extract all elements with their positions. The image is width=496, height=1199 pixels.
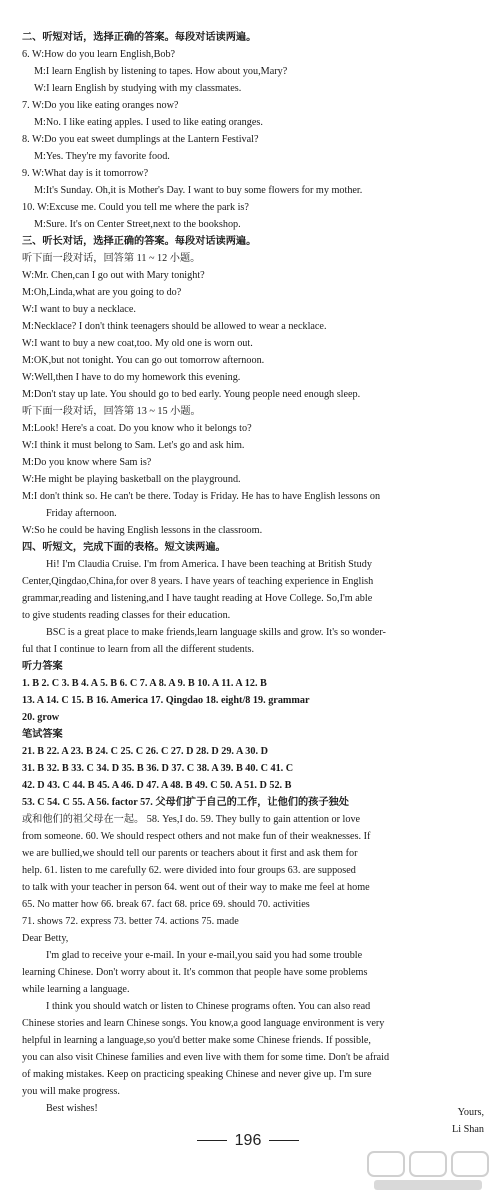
answer-line: 53. C 54. C 55. A 56. factor 57. 父母们扩于自己的工作，让他们的孩子独处 xyxy=(22,797,349,808)
letter-salutation: Dear Betty, xyxy=(22,933,69,944)
answer-line: 71. shows 72. express 73. better 74. actions 75. made xyxy=(22,916,239,927)
page-number-text: 196 xyxy=(234,1132,262,1149)
answer-line: 1. B 2. C 3. B 4. A 5. B 6. C 7. A 8. A 9. B 10. A 11. A 12. B xyxy=(22,678,267,689)
letter-line: you will make progress. xyxy=(22,1086,120,1097)
letter-line: learning Chinese. Don't worry about it. It's common that people have some problems xyxy=(22,967,368,978)
answer-line: 20. grow xyxy=(22,712,60,723)
dialog-line: M:Sure. It's on Center Street,next to the bookshop. xyxy=(34,219,241,230)
answer-line: 或和他们的祖父母在一起。 58. Yes,I do. 59. They bully to gain attention or love xyxy=(22,814,361,825)
dialog-line: W:So he could be having English lessons in the classroom. xyxy=(22,525,263,536)
dialog-line: M:Don't stay up late. You should go to bed early. Young people need enough sleep. xyxy=(22,389,361,400)
passage-line: grammar,reading and listening,and I have taught reading at Hove College. So,I'm able xyxy=(22,593,373,604)
dialog-line: M:It's Sunday. Oh,it is Mother's Day. I want to buy some flowers for my mother. xyxy=(34,185,363,196)
letter-line: I think you should watch or listen to Chinese programs often. You can also read xyxy=(46,1001,371,1012)
page-number-dash xyxy=(269,1140,299,1141)
letter-line: while learning a language. xyxy=(22,984,130,995)
dialog-line: 9. W:What day is it tomorrow? xyxy=(22,168,149,179)
passage-line: BSC is a great place to make friends,learn language skills and grow. It's so wonder- xyxy=(46,627,386,638)
passage-line: Center,Qingdao,China,for over 8 years. I have years of teaching experience in English xyxy=(22,576,374,587)
dialog-line: M:Oh,Linda,what are you going to do? xyxy=(22,287,182,298)
instruction-line: 听下面一段对话，回答第 13 ~ 15 小题。 xyxy=(22,406,201,417)
page-number-dash xyxy=(197,1140,227,1141)
dialog-line: W:I want to buy a new coat,too. My old one is worn out. xyxy=(22,338,253,349)
dialog-line: 7. W:Do you like eating oranges now? xyxy=(22,100,179,111)
dialog-line: M:OK,but not tonight. You can go out tomorrow afternoon. xyxy=(22,355,265,366)
answer-line: we are bullied,we should tell our parents or teachers about it first and ask them for xyxy=(22,848,358,859)
answer-line: to talk with your teacher in person 64. went out of their way to make me feel at home xyxy=(22,882,370,893)
letter-signature: Li Shan xyxy=(452,1124,484,1135)
instruction-line: 听下面一段对话，回答第 11 ~ 12 小题。 xyxy=(22,253,201,264)
section-3-heading: 三、听长对话，选择正确的答案。每段对话读两遍。 xyxy=(22,236,257,247)
passage-line: to give students reading classes for their education. xyxy=(22,610,231,621)
listening-answers-heading: 听力答案 xyxy=(22,661,63,672)
letter-line: you can also visit Chinese families and even live with them for some time. Don't be afraid xyxy=(22,1052,390,1063)
dialog-line: 6. W:How do you learn English,Bob? xyxy=(22,49,176,60)
dialog-line: W:I think it must belong to Sam. Let's go and ask him. xyxy=(22,440,245,451)
letter-line: helpful in learning a language,so you'd better make some Chinese friends. If possible, xyxy=(22,1035,371,1046)
dialog-line: W:I learn English by studying with my classmates. xyxy=(34,83,242,94)
answer-line: help. 61. listen to me carefully 62. were divided into four groups 63. are supposed xyxy=(22,865,356,876)
answer-line: 13. A 14. C 15. B 16. America 17. Qingdao 18. eight/8 19. grammar xyxy=(22,695,310,706)
answer-line: 21. B 22. A 23. B 24. C 25. C 26. C 27. D 28. D 29. A 30. D xyxy=(22,746,268,757)
dialog-line: M:No. I like eating apples. I used to like eating oranges. xyxy=(34,117,263,128)
dialog-line: M:I learn English by listening to tapes. How about you,Mary? xyxy=(34,66,288,77)
answer-line: 65. No matter how 66. break 67. fact 68. price 69. should 70. activities xyxy=(22,899,310,910)
dialog-line: W:I want to buy a necklace. xyxy=(22,304,136,315)
dialog-line: 8. W:Do you eat sweet dumplings at the Lantern Festival? xyxy=(22,134,259,145)
letter-yours: Yours, xyxy=(457,1107,484,1118)
dialog-line: Friday afternoon. xyxy=(46,508,117,519)
answer-line: from someone. 60. We should respect others and not make fun of their weaknesses. If xyxy=(22,831,371,842)
dialog-line: 10. W:Excuse me. Could you tell me where the park is? xyxy=(22,202,249,213)
watermark-logo xyxy=(364,1148,492,1194)
dialog-line: W:Mr. Chen,can I go out with Mary tonight? xyxy=(22,270,205,281)
dialog-line: W:He might be playing basketball on the playground. xyxy=(22,474,241,485)
passage-line: ful that I continue to learn from all the different students. xyxy=(22,644,255,655)
answer-line: 42. D 43. C 44. B 45. A 46. D 47. A 48. B 49. C 50. A 51. D 52. B xyxy=(22,780,292,791)
dialog-line: M:Look! Here's a coat. Do you know who it belongs to? xyxy=(22,423,252,434)
letter-line: of making mistakes. Keep on practicing speaking Chinese and never give up. I'm sure xyxy=(22,1069,372,1080)
passage-line: Hi! I'm Claudia Cruise. I'm from America. I have been teaching at British Study xyxy=(46,559,372,570)
section-2-heading: 二、听短对话，选择正确的答案。每段对话读两遍。 xyxy=(22,32,257,43)
answer-line: 31. B 32. B 33. C 34. D 35. B 36. D 37. C 38. A 39. B 40. C 41. C xyxy=(22,763,294,774)
dialog-line: W:Well,then I have to do my homework this evening. xyxy=(22,372,241,383)
dialog-line: M:I don't think so. He can't be there. Today is Friday. He has to have English lessons on xyxy=(22,491,381,502)
dialog-line: M:Yes. They're my favorite food. xyxy=(34,151,170,162)
dialog-line: M:Do you know where Sam is? xyxy=(22,457,152,468)
written-answers-heading: 笔试答案 xyxy=(22,729,63,740)
letter-line: I'm glad to receive your e-mail. In your e-mail,you said you had some trouble xyxy=(46,950,363,961)
section-4-heading: 四、听短文，完成下面的表格。短文读两遍。 xyxy=(22,542,226,553)
dialog-line: M:Necklace? I don't think teenagers should be allowed to wear a necklace. xyxy=(22,321,327,332)
letter-line: Chinese stories and learn Chinese songs. You know,a good language environment is very xyxy=(22,1018,385,1029)
letter-closing: Best wishes! xyxy=(46,1103,98,1114)
